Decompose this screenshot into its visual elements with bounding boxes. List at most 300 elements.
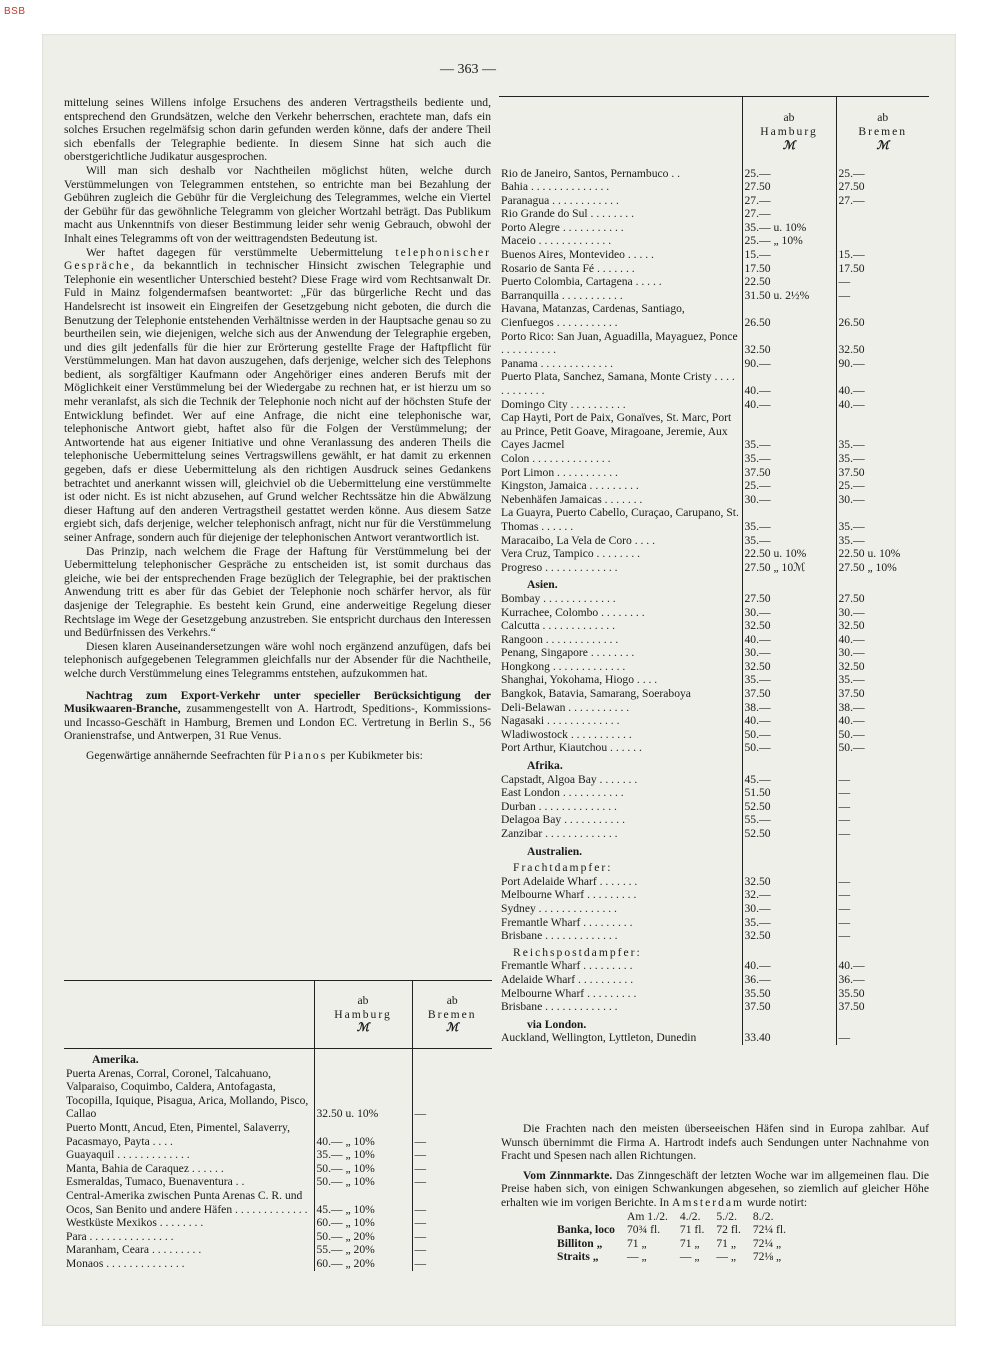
bremen-rate: 32.50 [836,619,929,633]
table-row [499,959,929,973]
tin-header-cell: 8./2. [752,1209,774,1223]
bremen-rate: 15.— [836,248,929,262]
hamburg-rate: 45.— [742,773,836,787]
port-name: Maracaibo, La Vela de Coro . . . . [501,533,655,547]
table-row [499,773,929,787]
paragraph: Will man sich deshalb vor Nachtheilen möglichst hüten, welche durch Verstümmelungen von Telegrammen entstehen, so entrichte man bei Bezahlung der Gebühren zugleich die Gebühr für die Vergleichung des Telegrammes, welche ein Viertel der Gebühr für das gewöhnliche Telegramm von gleicher Wortzahl beträgt. Das Publikum macht aus Unkenntnifs von dieser Bestimmung leider sehr wenig Gebrauch, obwohl der Inhalt eines Telegramms oft von der weittragendsten Bedeutung ist. [64,163,491,245]
text-run: Gegenwärtige annähernde Seefrachten für [86,748,285,762]
header-bremen: ab Bremen ℳ [412,981,492,1049]
hamburg-rate: 32.50 [742,330,836,357]
table-row [499,466,929,480]
port-name: Rio Grande do Sul . . . . . . . . [501,207,634,221]
spacer [836,1014,929,1032]
header-bremen: ab Bremen ℳ [836,97,929,167]
left-column-text [64,96,491,763]
port-name: Vera Cruz, Tampico . . . . . . . . [501,547,641,561]
port-name: Monaos . . . . . . . . . . . . . . [66,1256,185,1270]
text-run: Wer haftet dagegen für verstümmelte Uebermittelung [86,245,396,259]
port-name: Melbourne Wharf . . . . . . . . . [501,888,637,902]
spacer [836,841,929,859]
section-row [499,755,929,773]
hamburg-rate: 50.— „ 10% [314,1175,412,1189]
table-row [499,561,929,575]
port-name: Kingston, Jamaica . . . . . . . . . [501,479,639,493]
bremen-rate: — [412,1216,492,1230]
port-name: Westküste Mexikos . . . . . . . . [66,1216,204,1230]
bremen-rate: — [836,275,929,289]
port-name: Barranquilla . . . . . . . . . . . [501,288,623,302]
tin-row [551,1223,792,1237]
bremen-rate: — [412,1243,492,1257]
hamburg-rate: 60.— „ 10% [314,1216,412,1230]
hamburg-rate: 22.50 u. 10% [742,547,836,561]
bremen-rate: — [836,1031,929,1045]
table-row [499,234,929,248]
port-name: Fremantle Wharf . . . . . . . . . [501,959,633,973]
bremen-rate: — [836,902,929,916]
bremen-rate: 40.— [836,633,929,647]
paragraph: mittelung seines Willens infolge Ersuchens des anderen Vertragstheils bediente und, entsprechend den Grundsätzen, welche den Verkehr beherrschen, erachtete man, dafs ein solches Ersuchen regelmäfsig schon darin gefunden werden könne, dafs der andere Theil sich ebenfalls der Telegraphie bediente. In diesem Sinne hat sich auch die oberstgerichtliche Judikatur ausgesprochen. [64,96,491,164]
hamburg-rate: 52.50 [742,800,836,814]
hamburg-rate: 45.— „ 10% [314,1189,412,1216]
table-row [499,506,929,533]
table-row [64,1148,492,1162]
table-row [499,370,929,397]
hamburg-rate: 55.— „ 20% [314,1243,412,1257]
hamburg-rate: 35.— [742,673,836,687]
bremen-rate: — [836,888,929,902]
bremen-rate: — [836,289,929,303]
bremen-rate: 50.— [836,741,929,755]
tin-header-cell: Am 1./2. [626,1209,668,1223]
table-row [499,221,929,235]
hamburg-rate: 35.— [742,452,836,466]
table-row [499,813,929,827]
hamburg-rate: 38.— [742,701,836,715]
spacer [742,1014,836,1032]
bremen-rate: 90.— [836,357,929,371]
port-name: Puerta Arenas, Corral, Coronel, Talcahuano, Valparaiso, Coquimbo, Caldera, Antofagasta, Tocopilla, Iquique, Pisagua, Arica, Mollando, Pisco, Callao [66,1066,309,1121]
hamburg-rate: 37.50 [742,687,836,701]
hamburg-rate: 32.50 [742,875,836,889]
table-row [499,987,929,1001]
bremen-rate: 40.— [836,959,929,973]
table-row [499,194,929,208]
port-name: Esmeraldas, Tumaco, Buenaventura . . [66,1175,245,1189]
table-row [64,1257,492,1271]
header-hamburg: ab Hamburg ℳ [314,981,412,1049]
port-name: Bombay . . . . . . . . . . . . . [501,591,616,605]
port-name: Brisbane . . . . . . . . . . . . . [501,1000,618,1014]
paragraph [501,1169,929,1210]
header-hamburg: ab Hamburg ℳ [742,97,836,167]
port-name: Puerto Plata, Sanchez, Samana, Monte Cristy . . . . . . . . . . . . [501,370,735,397]
table-row [499,888,929,902]
port-name: Maranham, Ceara . . . . . . . . . [66,1243,202,1257]
table-row [499,330,929,357]
tin-cell: 71 „ [626,1236,647,1250]
table-row [499,180,929,194]
port-name: Penang, Singapore . . . . . . . . [501,646,635,660]
tin-cell: 72⅛ „ [752,1250,782,1264]
hamburg-rate: 35.— „ 10% [314,1148,412,1162]
table-row [499,207,929,221]
port-name: Colon . . . . . . . . . . . . . . [501,451,611,465]
text-run-spaced: Amsterdam [671,1195,745,1209]
bremen-rate: — [412,1189,492,1216]
hamburg-rate: 25.— [742,167,836,181]
hamburg-rate: 37.50 [742,466,836,480]
table-row [499,875,929,889]
bremen-rate: 22.50 u. 10% [836,547,929,561]
spacer [742,841,836,859]
table-row [64,1189,492,1216]
tin-header-row [551,1210,792,1224]
port-name: Cap Hayti, Port de Paix, Gonaïves, St. Marc, Port au Prince, Petit Goave, Miragoane, Jeremie, Aux Cayes Jacmel [501,411,732,452]
table-row [499,262,929,276]
bremen-rate: 30.— [836,646,929,660]
port-name: Delagoa Bay . . . . . . . . . . . [501,813,625,827]
section-heading: Afrika. [527,759,563,773]
spacer [742,755,836,773]
bremen-rate: 32.50 [836,660,929,674]
bremen-rate: — [412,1162,492,1176]
section-heading: Amerika. [92,1053,139,1066]
bremen-rate: — [836,827,929,841]
table-row [499,660,929,674]
bremen-rate [836,221,929,235]
table-row [499,916,929,930]
tin-cell: — „ [716,1250,737,1264]
port-name: Adelaide Wharf . . . . . . . . . . [501,972,634,986]
table-row [499,786,929,800]
port-name: Shanghai, Yokohama, Hiogo . . . . [501,673,658,687]
hamburg-rate: 32.50 [742,619,836,633]
tin-row [551,1250,792,1264]
tin-cell: Billiton „ [557,1236,603,1250]
port-name: Rangoon . . . . . . . . . . . . . [501,632,619,646]
port-name: Domingo City . . . . . . . . . . [501,397,626,411]
table-row [499,728,929,742]
tin-header-cell: 5./2. [716,1209,737,1223]
port-name: Kurrachee, Colombo . . . . . . . . [501,605,645,619]
bremen-rate: 25.— [836,479,929,493]
table-row [499,973,929,987]
hamburg-rate: 36.— [742,973,836,987]
table-row [64,1162,492,1176]
port-name: East London . . . . . . . . . . . [501,786,624,800]
port-name: Progreso . . . . . . . . . . . . . [501,560,618,574]
section-row [499,574,929,592]
page-number: — 363 — [440,62,496,77]
text-run-spaced: telephonischer Gespräche [64,245,491,273]
hamburg-rate: 50.— [742,741,836,755]
bremen-rate [836,207,929,221]
port-name: Port Limon . . . . . . . . . . . [501,465,618,479]
table-row [499,275,929,289]
table-row [499,800,929,814]
bremen-rate: 35.— [836,673,929,687]
port-name: Bangkok, Batavia, Samarang, Soeraboya [501,687,691,701]
bremen-rate [836,234,929,248]
port-name: Deli-Belawan . . . . . . . . . . . [501,700,630,714]
paragraph: Das Prinzip, nach welchem die Frage der Haftung für Verstümmelung bei der Uebermittelung telephonischer Gespräche zu entscheiden ist, ist somit durchaus das gleiche, wie bei der entsprechenden Frage bezüglich der Telegraphie, bei der praktischen Anwendung tritt es aber für das Gebiet der Telephonie noch schärfer hervor, als für dasjenige der Telegraphie. Es besteht kein Grund, eine anderweitige Regelung dieser Rechtslage im Wege der Gesetzgebung anzustreben. Sie entspricht durchaus den Interessen und Bedürfnissen des Verkehrs.“ [64,544,491,640]
hamburg-rate: 30.— [742,646,836,660]
table-row [64,1243,492,1257]
bremen-rate: 50.— [836,728,929,742]
port-name: Puerto Montt, Ancud, Eten, Pimentel, Salaverry, Pacasmayo, Payta . . . . [66,1120,290,1148]
port-name: Porto Rico: San Juan, Aguadilla, Mayaguez, Ponce . . . . . . . . . . [501,329,738,357]
tin-cell: 71 fl. [679,1223,705,1237]
right-freight-table [499,96,929,1045]
heading-run: Nachtrag zum Export-Verkehr unter specieller Berücksichtigung der Musikwaaren-Branche, [64,688,491,716]
table-row [499,398,929,412]
tin-header-cell [551,1210,621,1224]
bremen-rate: 30.— [836,606,929,620]
tin-cell: 72 fl. [716,1223,741,1237]
bremen-rate: 26.50 [836,302,929,329]
port-name: Guayaquil . . . . . . . . . . . . . [66,1148,190,1162]
bremen-rate: 35.— [836,534,929,548]
hamburg-rate: 40.— [742,714,836,728]
bremen-rate: 27.— [836,194,929,208]
table-row [499,929,929,943]
bremen-rate: — [836,916,929,930]
hamburg-rate: 37.50 [742,1000,836,1014]
spacer [836,755,929,773]
section-row [499,1014,929,1032]
tin-cell: 71 „ [679,1236,700,1250]
bremen-rate: 36.— [836,973,929,987]
hamburg-rate: 40.— [742,959,836,973]
port-name: Rosario de Santa Fé . . . . . . . [501,261,635,275]
hamburg-rate: 27.— [742,194,836,208]
bremen-rate: 40.— [836,398,929,412]
hamburg-rate: 35.— [742,411,836,452]
port-name: Central-Amerika zwischen Punta Arenas C. R. und Ocos, San Benito und andere Häfen . . . . . . . . . . . . . [66,1188,308,1216]
hamburg-rate: 27.50 „ 10ℳ [742,561,836,575]
hamburg-rate: 55.— [742,813,836,827]
table-row [499,452,929,466]
table-row [64,1216,492,1230]
hamburg-rate: 35.— [742,916,836,930]
table-row [499,357,929,371]
port-name: Nagasaki . . . . . . . . . . . . . [501,714,620,728]
tin-price-table [551,1210,792,1264]
table-row [499,493,929,507]
port-name: Panama . . . . . . . . . . . . . [501,356,614,370]
hamburg-rate: 22.50 [742,275,836,289]
hamburg-rate: 27.50 [742,592,836,606]
hamburg-rate: 35.— [742,506,836,533]
text-run: per Kubikmeter bis: [327,748,423,762]
port-name: Durban . . . . . . . . . . . . . . [501,799,617,813]
bremen-rate: 35.— [836,411,929,452]
header-blank [499,97,742,167]
paragraph [64,749,491,763]
bremen-rate: — [412,1230,492,1244]
hamburg-rate: 35.— u. 10% [742,221,836,235]
table-row [64,1121,492,1148]
table-row [499,827,929,841]
section-heading: via London. [527,1017,587,1031]
bremen-rate: — [412,1121,492,1148]
table-row [499,619,929,633]
tin-cell: 70¾ fl. [626,1223,661,1237]
hamburg-rate: 40.— [742,633,836,647]
port-name: Port Adelaide Wharf . . . . . . . [501,874,638,888]
hamburg-rate: 15.— [742,248,836,262]
spacer [742,858,836,875]
bremen-rate: 37.50 [836,687,929,701]
paragraph: Diesen klaren Auseinandersetzungen wäre wohl noch ergänzend anzufügen, dafs bei telephonisch aufgegebenen Telegrammen gleichfalls nur der Absender für die Nachtheile, welche durch Verstümmelung eines Telegramms entstehen, aufzukommen hat. [64,639,491,680]
port-name: Hongkong . . . . . . . . . . . . . [501,659,626,673]
tin-cell: — „ [679,1250,700,1264]
paragraph [64,246,491,545]
port-name: Capstadt, Algoa Bay . . . . . . . [501,772,638,786]
port-name: Buenos Aires, Montevideo . . . . . [501,248,654,262]
port-name: Rio de Janeiro, Santos, Pernambuco . . [501,166,681,180]
text-run: zusammengestellt von A. Hartrodt, Speditions-, Kommissions- und Incasso-Geschäft in Hamburg, Bremen und London EC. Vertretung in Berlin S., 56 Oranienstrafse, und Antwerpen, 31 Rue Venus. [64,702,491,743]
hamburg-rate: 17.50 [742,262,836,276]
hamburg-rate: 40.— „ 10% [314,1121,412,1148]
table-row [499,547,929,561]
hamburg-rate: 51.50 [742,786,836,800]
port-name: La Guayra, Puerto Cabello, Curaçao, Carupano, St. Thomas . . . . . . [501,506,739,533]
table-row [499,411,929,452]
paragraph [64,689,491,743]
bremen-rate: 35.50 [836,987,929,1001]
hamburg-rate: 50.— [742,728,836,742]
port-name: Nebenhäfen Jamaicas . . . . . . . [501,492,643,506]
table-row [64,1175,492,1189]
subsection-heading: Reichspostdampfer: [513,945,642,959]
table-row [499,302,929,329]
hamburg-rate: 30.— [742,606,836,620]
tin-cell: Banka, loco [557,1223,615,1237]
port-name: Bahia . . . . . . . . . . . . . . [501,180,610,194]
bremen-rate: 38.— [836,701,929,715]
spacer [836,858,929,875]
hamburg-rate: 50.— „ 20% [314,1230,412,1244]
port-name: Havana, Matanzas, Cardenas, Santiago, Cienfuegos . . . . . . . . . . . [501,302,685,330]
bremen-rate: — [836,875,929,889]
bremen-rate: — [836,800,929,814]
table-row [499,701,929,715]
text-run-spaced: Pianos [284,748,328,762]
bremen-rate: 37.50 [836,1000,929,1014]
hamburg-rate: 31.50 u. 2½% [742,289,836,303]
section-row [499,841,929,859]
header-blank [64,981,314,1049]
port-name: Fremantle Wharf . . . . . . . . . [501,915,633,929]
hamburg-rate: 30.— [742,902,836,916]
bremen-rate: — [836,929,929,943]
watermark-logo: BSB [4,6,26,17]
tin-cell: — „ [626,1250,647,1264]
subsection-heading: Frachtdampfer: [513,861,613,875]
bremen-rate: 32.50 [836,330,929,357]
bremen-rate: — [412,1067,492,1121]
hamburg-rate: 32.50 u. 10% [314,1067,412,1121]
table-row [499,1031,929,1045]
hamburg-rate: 52.50 [742,827,836,841]
spacer [742,574,836,592]
hamburg-rate: 60.— „ 20% [314,1257,412,1271]
port-name: Porto Alegre . . . . . . . . . . . [501,220,624,234]
table-row [499,646,929,660]
hamburg-rate: 33.40 [742,1031,836,1045]
hamburg-rate: 40.— [742,398,836,412]
text-run: Das Zinngeschäft der letzten Woche war im allgemeinen flau. Die Preise haben sich, von einigen Schwankungen abgesehen, so ziemlich auf gleicher Höhe erhalten wie im vorigen Berichte. In [501,1168,929,1209]
tin-row [551,1237,792,1251]
hamburg-rate: 35.— [742,534,836,548]
heading-run: Vom Zinnmarkte. [523,1168,613,1182]
table-row [64,1230,492,1244]
tin-cell: 72¼ „ [752,1236,782,1250]
hamburg-rate: 50.— „ 10% [314,1162,412,1176]
table-row [499,606,929,620]
hamburg-rate: 40.— [742,370,836,397]
bremen-rate: — [836,813,929,827]
text-run: wurde notirt: [744,1195,808,1209]
spacer [742,943,836,960]
hamburg-rate: 30.— [742,493,836,507]
hamburg-rate: 32.50 [742,660,836,674]
spacer [836,943,929,960]
tin-header-cell: 4./2. [679,1209,701,1223]
table-row [499,289,929,303]
section-heading: Asien. [527,578,558,592]
port-name: Puerto Colombia, Cartagena . . . . . [501,275,662,289]
table-row [64,1067,492,1121]
table-row [499,633,929,647]
port-name: Manta, Bahia de Caraquez . . . . . . [66,1161,224,1175]
bremen-rate: 27.50 [836,592,929,606]
section-heading: Australien. [527,844,583,858]
hamburg-rate: 27.— [742,207,836,221]
bremen-rate: — [412,1148,492,1162]
port-name: Maceio . . . . . . . . . . . . . [501,234,612,248]
bremen-rate: 27.50 [836,180,929,194]
table-row [499,673,929,687]
bremen-rate: 40.— [836,370,929,397]
hamburg-rate: 25.— „ 10% [742,234,836,248]
bremen-rate: — [836,773,929,787]
bremen-rate: 37.50 [836,466,929,480]
table-row [499,714,929,728]
table-row [499,592,929,606]
hamburg-rate: 26.50 [742,302,836,329]
port-name: Melbourne Wharf . . . . . . . . . [501,986,637,1000]
hamburg-rate: 35.50 [742,987,836,1001]
left-freight-table [64,980,492,1271]
hamburg-rate: 27.50 [742,180,836,194]
tin-cell: 71 „ [716,1236,737,1250]
table-row [499,534,929,548]
bremen-rate: 25.— [836,167,929,181]
right-column-text [501,1122,929,1264]
spacer [836,574,929,592]
bremen-rate: 27.50 „ 10% [836,561,929,575]
table-row [499,687,929,701]
table-row [499,479,929,493]
bremen-rate: 17.50 [836,262,929,276]
port-name: Brisbane . . . . . . . . . . . . . [501,929,618,943]
port-name: Port Arthur, Kiautchou . . . . . . [501,741,642,755]
hamburg-rate: 32.— [742,888,836,902]
port-name: Wladiwostock . . . . . . . . . . . [501,727,632,741]
